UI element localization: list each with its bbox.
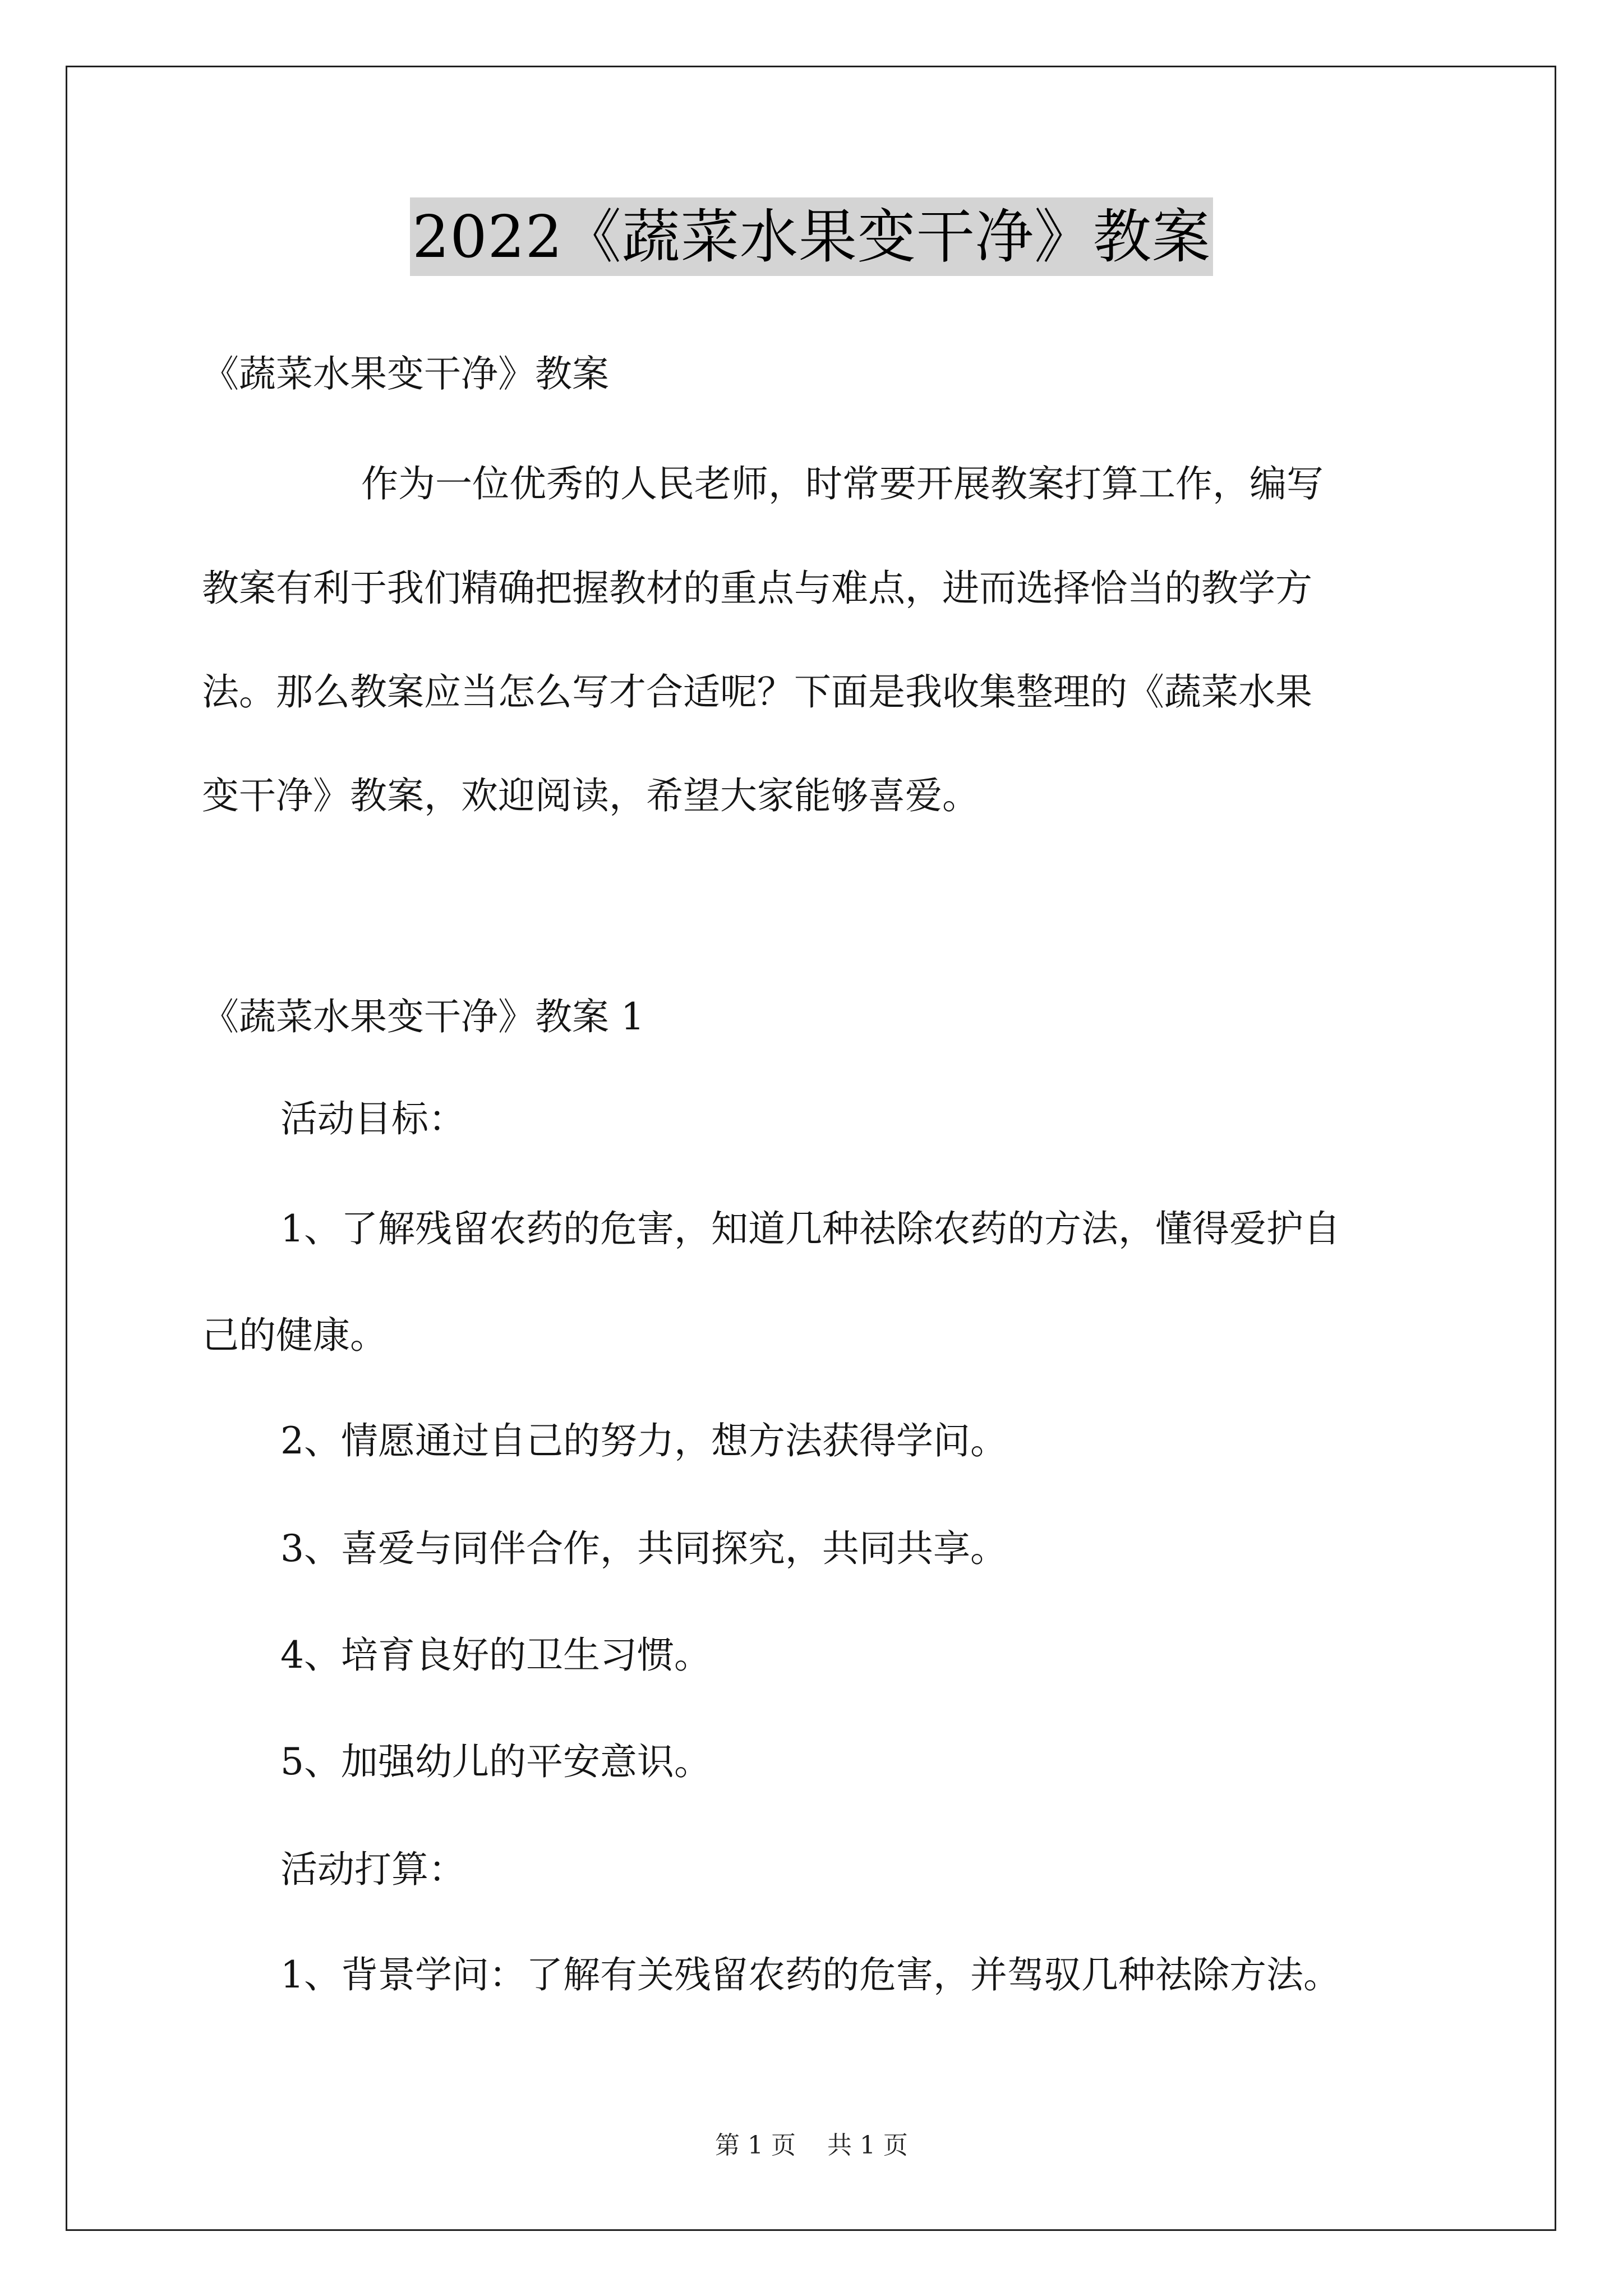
goal-2: 2、情愿通过自己的努力，想方法获得学问。 (280, 1419, 1007, 1462)
document-title: 2022《蔬菜水果变干净》教案 (410, 197, 1213, 276)
goal-4: 4、培育良好的卫生习惯。 (280, 1634, 711, 1677)
title-container (0, 197, 1623, 276)
goal-5: 5、加强幼儿的平安意识。 (280, 1740, 711, 1783)
goal-1-line-1: 1、了解残留农药的危害，知道几种祛除农药的方法，懂得爱护自 (280, 1207, 1340, 1250)
intro-line-3: 法。那么教案应当怎么写才合适呢？下面是我收集整理的《蔬菜水果 (202, 670, 1312, 714)
intro-line-2: 教案有利于我们精确把握教材的重点与难点，进而选择恰当的教学方 (202, 567, 1312, 610)
preparation-1: 1、背景学问：了解有关残留农药的危害，并驾驭几种祛除方法。 (280, 1953, 1340, 1996)
goal-3: 3、喜爱与同伴合作，共同探究，共同共享。 (280, 1527, 1007, 1570)
goal-1-line-2: 己的健康。 (202, 1314, 387, 1357)
intro-line-1: 作为一位优秀的人民老师，时常要开展教案打算工作，编写 (361, 462, 1324, 505)
subtitle-line: 《蔬菜水果变干净》教案 (202, 352, 609, 395)
goals-heading: 活动目标： (280, 1097, 465, 1140)
section-heading: 《蔬菜水果变干净》教案 1 (202, 995, 644, 1038)
preparation-heading: 活动打算： (280, 1848, 465, 1891)
page-footer: 第 1 页 共 1 页 (715, 2131, 908, 2160)
intro-line-4: 变干净》教案，欢迎阅读，希望大家能够喜爱。 (202, 774, 979, 817)
